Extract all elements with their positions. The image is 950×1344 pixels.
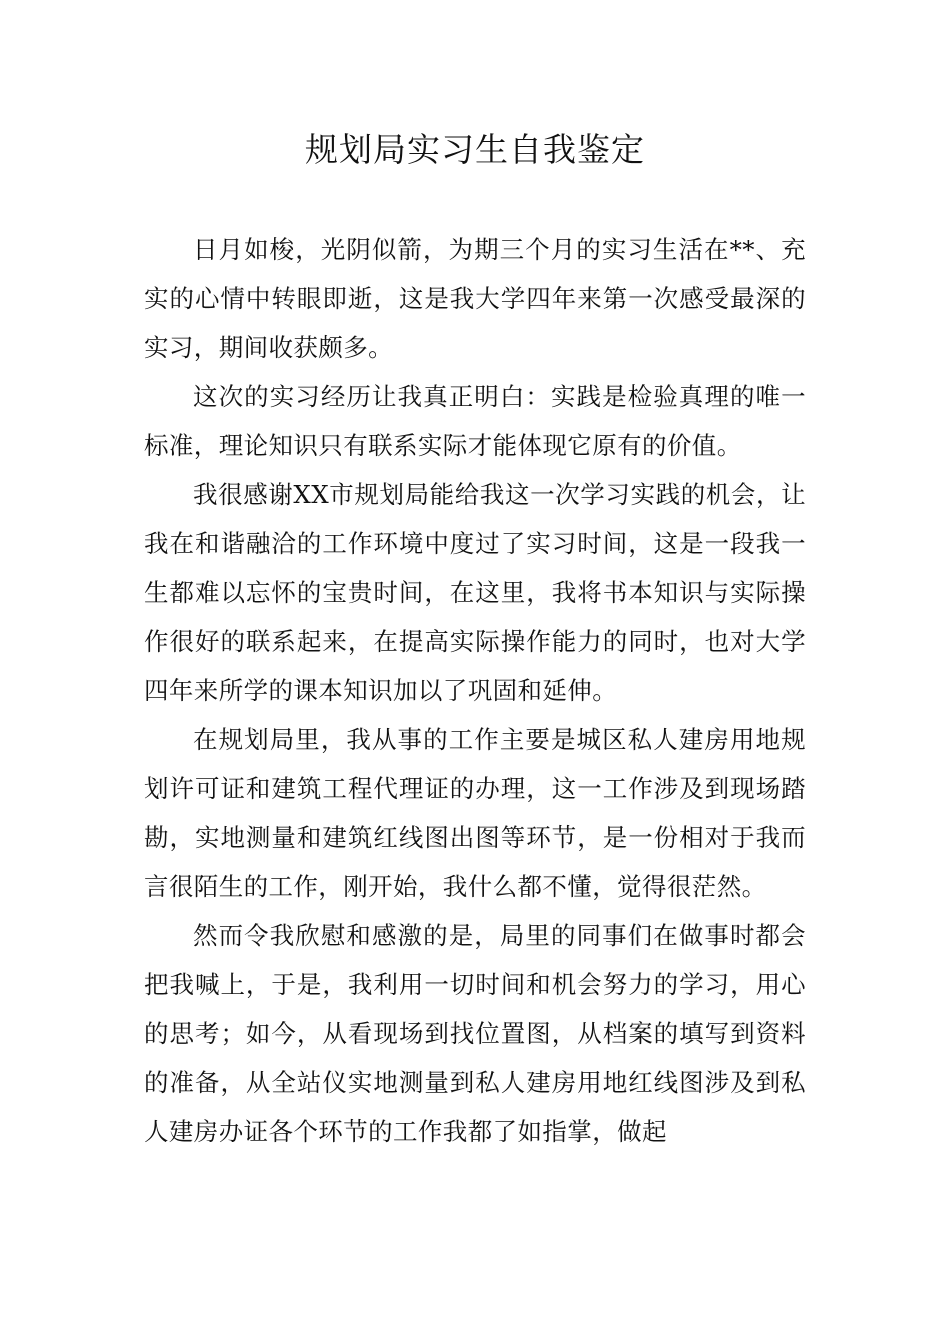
paragraph-4: 在规划局里，我从事的工作主要是城区私人建房用地规划许可证和建筑工程代理证的办理，这一工作涉及到现场踏勘，实地测量和建筑红线图出图等环节，是一份相对于我而言很陌生的工作，刚开始，我什么都不懂，觉得很茫然。 xyxy=(144,725,806,901)
paragraph-3: 我很感谢XX市规划局能给我这一次学习实践的机会，让我在和谐融洽的工作环境中度过了实习时间，这是一段我一生都难以忘怀的宝贵时间，在这里，我将书本知识与实际操作很好的联系起来，在提高实际操作能力的同时，也对大学四年来所学的课本知识加以了巩固和延伸。 xyxy=(144,480,806,705)
paragraph-5: 然而令我欣慰和感激的是，局里的同事们在做事时都会把我喊上，于是，我利用一切时间和机会努力的学习，用心的思考；如今，从看现场到找位置图，从档案的填写到资料的准备，从全站仪实地测量到私人建房用地红线图涉及到私人建房办证各个环节的工作我都了如指掌，做起 xyxy=(144,921,806,1146)
paragraph-1: 日月如梭，光阴似箭，为期三个月的实习生活在**、充实的心情中转眼即逝，这是我大学四年来第一次感受最深的实习，期间收获颇多。 xyxy=(144,235,806,362)
document-body xyxy=(144,225,806,1156)
document-title: 规划局实习生自我鉴定 xyxy=(305,130,645,169)
paragraph-2: 这次的实习经历让我真正明白：实践是检验真理的唯一标准，理论知识只有联系实际才能体现它原有的价值。 xyxy=(144,382,806,460)
